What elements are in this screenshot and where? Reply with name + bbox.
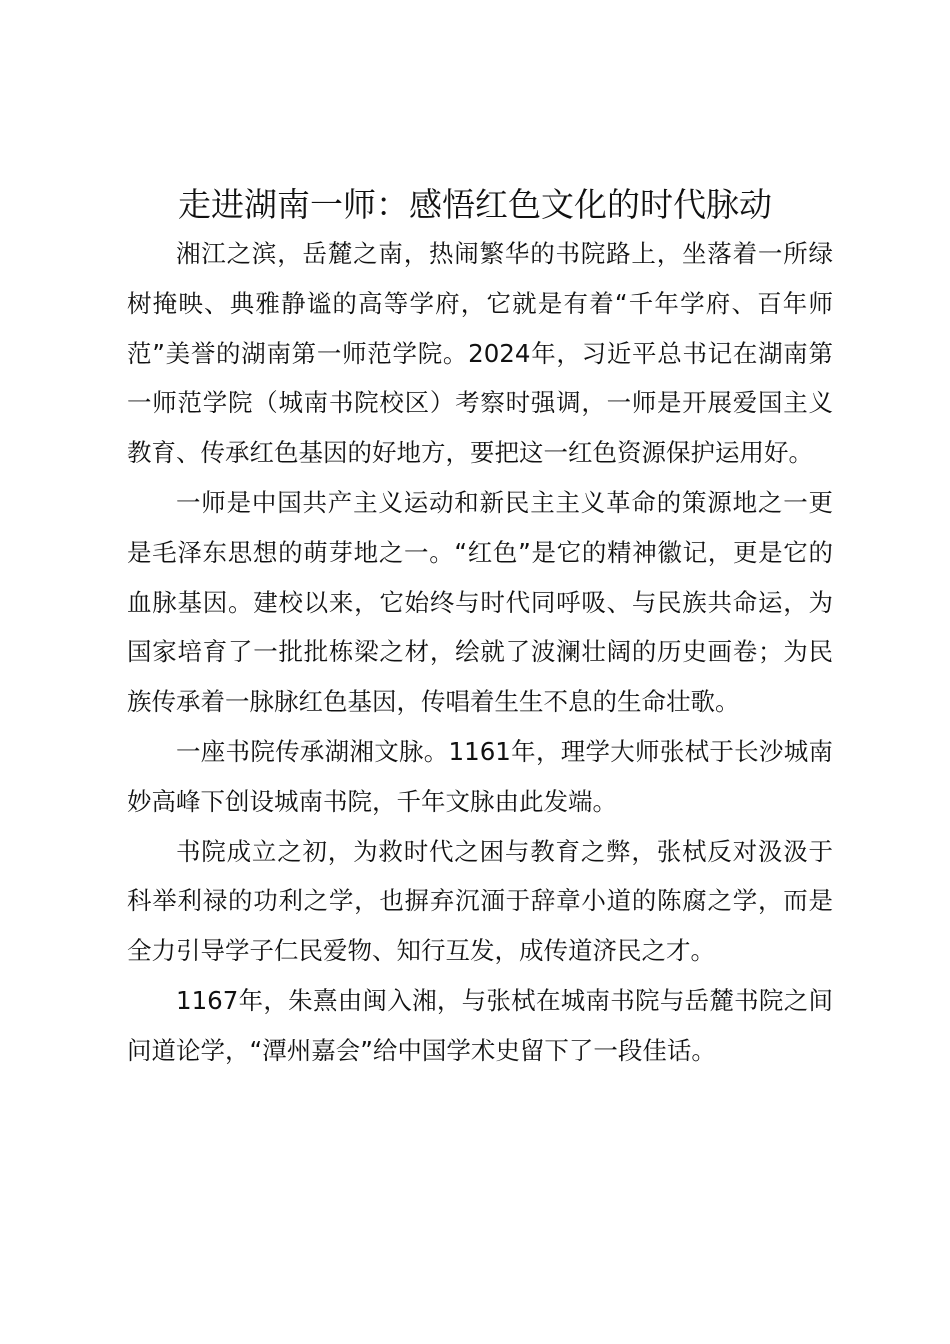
paragraph-5: 1167年，朱熹由闽入湘，与张栻在城南书院与岳麓书院之间问道论学，“潭州嘉会”给中国学术史留下了一段佳话。 bbox=[127, 985, 833, 1065]
paragraph-3: 一座书院传承湖湘文脉。1161年，理学大师张栻于长沙城南妙高峰下创设城南书院，千年文脉由此发端。 bbox=[127, 736, 833, 816]
paragraph-1: 湘江之滨，岳麓之南，热闹繁华的书院路上，坐落着一所绿树掩映、典雅静谧的高等学府，它就是有着“千年学府、百年师范”美誉的湖南第一师范学院。2024年，习近平总书记在湖南第一师范学院（城南书院校区）考察时强调，一师是开展爱国主义教育、传承红色基因的好地方，要把这一红色资源保护运用好。 bbox=[127, 239, 833, 468]
document-title: 走进湖南一师：感悟红色文化的时代脉动 bbox=[178, 185, 772, 224]
paragraph-2: 一师是中国共产主义运动和新民主主义革命的策源地之一更是毛泽东思想的萌芽地之一。“红色”是它的精神徽记，更是它的血脉基因。建校以来，它始终与时代同呼吸、与民族共命运，为国家培育了一批批栋梁之材，绘就了波澜壮阔的历史画卷；为民族传承着一脉脉红色基因，传唱着生生不息的生命壮歌。 bbox=[127, 487, 833, 717]
paragraph-4: 书院成立之初，为救时代之困与教育之弊，张栻反对汲汲于科举利禄的功利之学，也摒弃沉湎于辞章小道的陈腐之学，而是全力引导学子仁民爱物、知行互发，成传道济民之才。 bbox=[127, 836, 833, 966]
document-body bbox=[127, 229, 833, 1076]
